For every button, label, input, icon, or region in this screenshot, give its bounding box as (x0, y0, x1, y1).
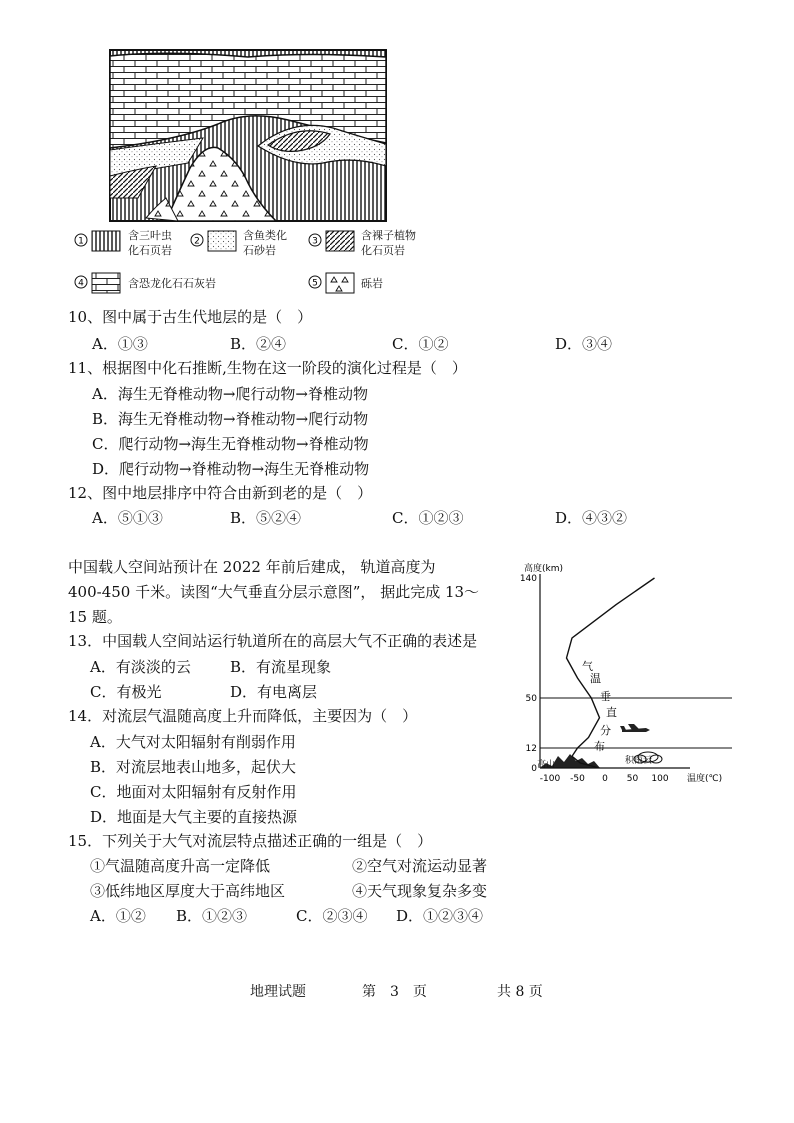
x-axis-label: 温度(℃) (687, 774, 723, 784)
legend-label-1: 含三叶虫 化石页岩 (128, 229, 172, 257)
q13-option-a[interactable]: A．有淡淡的云 (90, 658, 191, 676)
legend-label-3: 含裸子植物 化石页岩 (361, 229, 416, 257)
temperature-curve (567, 578, 655, 768)
y-axis-label: 高度(km) (524, 564, 564, 574)
x-tick-label: -100 (539, 774, 561, 784)
intro-line-2: 400-450 千米。读图“大气垂直分层示意图”， 据此完成 13～ (68, 583, 480, 601)
strata-diagram (108, 48, 388, 223)
q10-option-c[interactable]: C．①② (392, 335, 449, 353)
x-tick-label: 50 (626, 774, 639, 784)
q15-stem: 15．下列关于大气对流层特点描述正确的一组是（ ） (68, 832, 433, 850)
svg-text:3: 3 (312, 236, 318, 247)
curve-label-char: 直 (606, 706, 617, 719)
q15-option-a[interactable]: A．①② (90, 907, 146, 925)
q13-option-b[interactable]: B．有流星现象 (230, 658, 332, 676)
q13-option-c[interactable]: C．有极光 (90, 683, 162, 701)
intro-line-3: 15 题。 (68, 608, 122, 626)
q11-option-c[interactable]: C．爬行动物→海生无脊椎动物→脊椎动物 (92, 435, 369, 453)
q13-stem: 13．中国载人空间站运行轨道所在的高层大气不正确的表述是 (68, 632, 478, 650)
x-tick-label: -50 (570, 774, 585, 784)
q15-statement-4: ④天气现象复杂多变 (352, 882, 488, 900)
q12-option-a[interactable]: A．⑤①③ (92, 509, 163, 527)
cloud-label: 积雨云 (625, 756, 653, 766)
curve-label-char: 布 (594, 740, 605, 753)
y-tick-label: 12 (525, 744, 537, 754)
q14-option-d[interactable]: D．地面是大气主要的直接热源 (90, 808, 298, 826)
legend-swatch-5 (325, 272, 355, 294)
svg-text:1: 1 (78, 236, 84, 247)
intro-line-1: 中国载人空间站预计在 2022 年前后建成， 轨道高度为 (68, 558, 436, 576)
curve-label-char: 气 (582, 660, 593, 673)
q14-option-c[interactable]: C．地面对太阳辐射有反射作用 (90, 783, 297, 801)
legend-label-5: 砾岩 (361, 277, 383, 290)
legend-label-2: 含鱼类化 石砂岩 (243, 229, 287, 257)
legend-num-1 (74, 233, 88, 247)
q15-option-c[interactable]: C．②③④ (296, 907, 368, 925)
q13-option-d[interactable]: D．有电离层 (230, 683, 318, 701)
q12-stem: 12、图中地层排序中符合由新到老的是（ ） (68, 484, 373, 502)
q12-option-b[interactable]: B．⑤②④ (230, 509, 302, 527)
svg-text:5: 5 (312, 278, 318, 289)
q10-stem: 10、图中属于古生代地层的是（ ） (68, 308, 313, 326)
q15-statement-2: ②空气对流运动显著 (352, 857, 488, 875)
q15-option-d[interactable]: D．①②③④ (396, 907, 484, 925)
y-tick-label: 140 (519, 574, 537, 584)
q11-option-b[interactable]: B．海生无脊椎动物→脊椎动物→爬行动物 (92, 410, 369, 428)
y-tick-label: 50 (525, 694, 537, 704)
q15-statement-1: ①气温随高度升高一定降低 (90, 857, 271, 875)
q15-option-b[interactable]: B．①②③ (176, 907, 248, 925)
legend-num-4 (74, 275, 88, 289)
svg-text:4: 4 (78, 278, 84, 289)
q14-option-a[interactable]: A．大气对太阳辐射有削弱作用 (90, 733, 296, 751)
legend-swatch-2 (207, 230, 237, 252)
q11-option-a[interactable]: A．海生无脊椎动物→爬行动物→脊椎动物 (92, 385, 368, 403)
mountain-label: 高山 (537, 760, 556, 770)
airplane-icon (620, 724, 650, 732)
curve-label-char: 分 (600, 724, 611, 737)
q14-option-b[interactable]: B．对流层地表山地多，起伏大 (90, 758, 297, 776)
q15-statement-3: ③低纬地区厚度大于高纬地区 (90, 882, 286, 900)
q11-stem: 11、根据图中化石推断,生物在这一阶段的演化过程是（ ） (68, 359, 467, 377)
q10-option-d[interactable]: D．③④ (555, 335, 613, 353)
legend-swatch-4 (91, 272, 121, 294)
legend-num-5 (308, 275, 322, 289)
legend-swatch-1 (91, 230, 121, 252)
legend-swatch-3 (325, 230, 355, 252)
curve-label-char: 温 (590, 672, 601, 685)
footer-total: 共 8 页 (497, 984, 543, 1000)
x-tick-label: 100 (651, 774, 669, 784)
q10-option-a[interactable]: A．①③ (92, 335, 148, 353)
q12-option-d[interactable]: D．④③② (555, 509, 628, 527)
curve-label-char: 垂 (600, 690, 611, 703)
q10-option-b[interactable]: B．②④ (230, 335, 287, 353)
q12-option-c[interactable]: C．①②③ (392, 509, 464, 527)
q14-stem: 14．对流层气温随高度上升而降低，主要因为（ ） (68, 707, 418, 725)
y-tick-label: 0 (531, 764, 537, 774)
legend-label-4: 含恐龙化石石灰岩 (128, 277, 216, 290)
legend-num-3 (308, 233, 322, 247)
legend-num-2 (190, 233, 204, 247)
x-tick-label: 0 (602, 774, 608, 784)
footer-subject: 地理试题 (250, 984, 306, 1000)
footer-page: 第 3 页 (362, 984, 427, 1000)
q11-option-d[interactable]: D．爬行动物→脊椎动物→海生无脊椎动物 (92, 460, 370, 478)
svg-text:2: 2 (194, 236, 200, 247)
